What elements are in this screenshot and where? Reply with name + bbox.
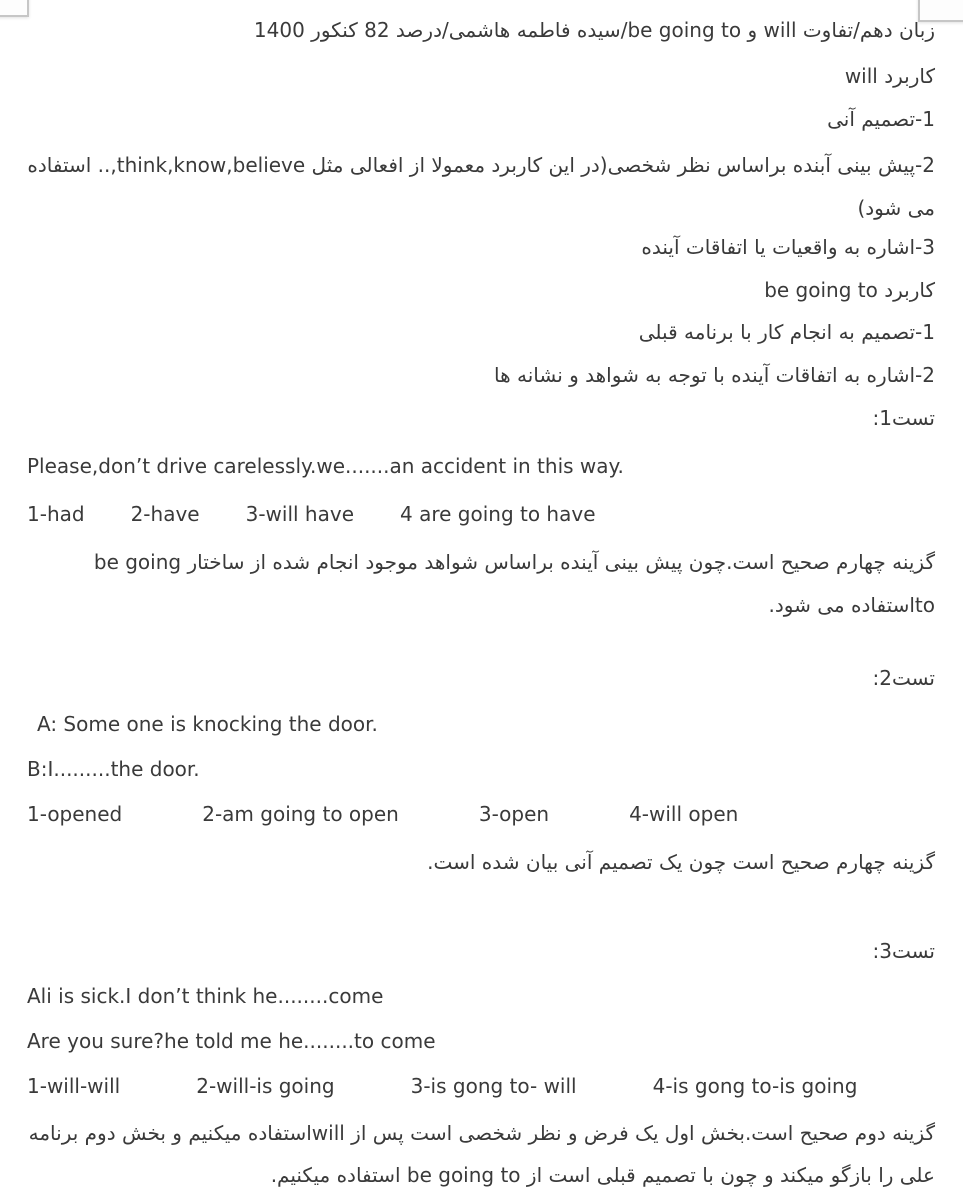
test-2-question-b: B:I.........the door. [27,757,200,781]
top-left-corner-shape [0,0,29,17]
test-1-option-4: 4 are going to have [400,502,596,526]
test-3-explanation: گزینه دوم صحیح است.بخش اول یک فرض و نظر شخصی است پس از willاستفاده میکنیم و بخش دوم برنامه علی را بازگو میکند و چون با تصمیم قبلی است از be going to استفاده میکنیم. [28,1121,935,1187]
test-1-option-1: 1-had [27,502,85,526]
test-1-option-3: 3-will have [245,502,354,526]
page-title: زبان دهم/تفاوت will و be going to/سیده فاطمه هاشمی/درصد 82 کنکور 1400 [253,18,935,42]
will-point-3: 3-اشاره به واقعیات یا اتفاقات آینده [641,235,935,259]
test-1-label: تست1: [872,406,935,430]
be-going-to-point-2: 2-اشاره به اتفاقات آینده با توجه به شواهد و نشانه ها [493,363,935,387]
test-2-question-a: A: Some one is knocking the door. [37,712,378,736]
will-point-2: 2-پیش بینی آبنده براساس نظر شخصی(در این کاربرد معمولا از افعالی مثل think,know,believe,.. استفاده می شود) [27,153,935,220]
test-3-question-b: Are you sure?he told me he........to come [27,1029,436,1053]
test-2-label: تست2: [872,666,935,690]
test-2-options [27,800,935,828]
test-2-option-2: 2-am going to open [202,802,399,826]
test-1-question: Please,don’t drive carelessly.we.......an accident in this way. [27,454,624,478]
be-going-to-section-heading: کاربرد be going to [764,278,935,302]
test-1-options [27,500,935,528]
test-2-option-1: 1-opened [27,802,123,826]
test-3-label: تست3: [872,939,935,963]
test-2-option-3: 3-open [478,802,550,826]
will-point-1: 1-تصمیم آنی [827,107,935,131]
will-section-heading: کاربرد will [844,64,935,88]
be-going-to-point-1: 1-تصمیم به انجام کار با برنامه قبلی [638,320,935,344]
test-2-explanation: گزینه چهارم صحیح است چون یک تصمیم آنی بیان شده است. [427,850,935,874]
test-3-option-4: 4-is gong to-is going [652,1074,858,1098]
test-3-option-3: 3-is gong to- will [410,1074,577,1098]
test-3-option-1: 1-will-will [27,1074,121,1098]
test-3-question-a: Ali is sick.I don’t think he........come [27,984,384,1008]
test-3-options [27,1072,935,1100]
test-3-option-2: 2-will-is going [196,1074,335,1098]
test-1-explanation: گزینه چهارم صحیح است.چون پیش بینی آینده براساس شواهد موجود انجام شده از ساختار be going toاستفاده می شود. [93,550,935,617]
test-2-option-4: 4-will open [629,802,739,826]
test-1-option-2: 2-have [130,502,200,526]
